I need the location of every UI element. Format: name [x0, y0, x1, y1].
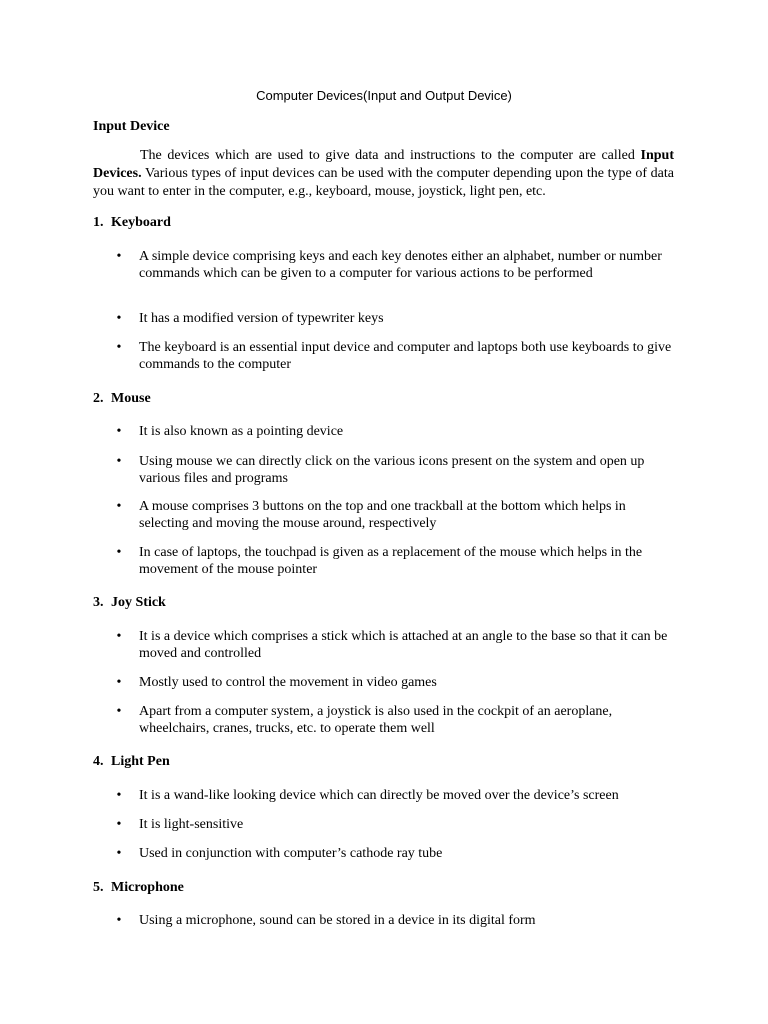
item-heading-joystick — [93, 594, 166, 612]
bullet-icon: • — [116, 846, 122, 861]
list-item — [114, 453, 674, 487]
list-item — [114, 845, 674, 862]
list-item-text: Apart from a computer system, a joystick is also used in the cockpit of an aeroplane, wheelchairs, cranes, trucks, etc. to operate them well — [139, 704, 613, 736]
item-heading-microphone — [93, 879, 184, 897]
item-number: 1. — [93, 215, 104, 230]
list-item — [114, 423, 674, 440]
bullet-icon: • — [116, 311, 122, 326]
bullet-icon: • — [116, 545, 122, 560]
list-item — [114, 544, 674, 578]
bullet-icon: • — [116, 788, 122, 803]
list-item — [114, 703, 674, 737]
item-title: Joy Stick — [111, 595, 166, 610]
item-number: 3. — [93, 595, 104, 610]
list-item — [114, 674, 674, 691]
list-item-text: It is light-sensitive — [139, 817, 244, 832]
list-item-text: Mostly used to control the movement in video games — [139, 675, 437, 690]
list-item — [114, 310, 674, 327]
bullet-icon: • — [116, 424, 122, 439]
intro-text-part2: Various types of input devices can be used with the computer depending upon the type of data you want to enter in the computer, e.g., keyboard, mouse, joystick, light pen, etc. — [93, 166, 674, 199]
document-title: Computer Devices(Input and Output Device) — [256, 88, 512, 103]
list-item-text: A simple device comprising keys and each key denotes either an alphabet, number or number commands which can be given to a computer for various actions to be performed — [139, 249, 662, 281]
item-heading-light-pen — [93, 753, 170, 771]
list-item-text: Using a microphone, sound can be stored in a device in its digital form — [139, 913, 536, 928]
list-item — [114, 498, 674, 532]
item-title: Light Pen — [111, 754, 170, 769]
bullet-icon: • — [116, 629, 122, 644]
list-item-text: Using mouse we can directly click on the various icons present on the system and open up various files and programs — [139, 454, 645, 486]
list-item — [114, 248, 674, 282]
list-item — [114, 816, 674, 833]
bullet-icon: • — [116, 704, 122, 719]
bullet-icon: • — [116, 454, 122, 469]
list-item — [114, 787, 674, 804]
list-item-text: It is a wand-like looking device which can directly be moved over the device’s screen — [139, 788, 619, 803]
item-heading-keyboard — [93, 214, 171, 232]
item-number: 4. — [93, 754, 104, 769]
bullet-icon: • — [116, 340, 122, 355]
list-item — [114, 628, 674, 662]
list-item — [114, 339, 674, 373]
list-item-text: A mouse comprises 3 buttons on the top and one trackball at the bottom which helps in selecting and moving the mouse around, respectively — [139, 499, 626, 531]
bullet-icon: • — [116, 913, 122, 928]
bullet-icon: • — [116, 817, 122, 832]
bullet-icon: • — [116, 249, 122, 264]
list-item-text: It has a modified version of typewriter keys — [139, 311, 384, 326]
list-item-text: It is a device which comprises a stick which is attached at an angle to the base so that it can be moved and controlled — [139, 629, 668, 661]
item-title: Keyboard — [111, 215, 171, 230]
intro-bold-term: Input Devices. — [93, 148, 674, 181]
item-title: Microphone — [111, 880, 184, 895]
bullet-icon: • — [116, 499, 122, 514]
item-number: 5. — [93, 880, 104, 895]
item-number: 2. — [93, 391, 104, 406]
list-item-text: In case of laptops, the touchpad is given as a replacement of the mouse which helps in the movement of the mouse pointer — [139, 545, 643, 577]
item-heading-mouse — [93, 390, 151, 408]
bullet-icon: • — [116, 675, 122, 690]
section-heading-input-device: Input Device — [93, 119, 170, 134]
item-title: Mouse — [111, 391, 151, 406]
list-item — [114, 912, 674, 929]
list-item-text: Used in conjunction with computer’s cathode ray tube — [139, 846, 443, 861]
list-item-text: The keyboard is an essential input device and computer and laptops both use keyboards to give commands to the computer — [139, 340, 672, 372]
intro-text-part1: The devices which are used to give data and instructions to the computer are called — [140, 148, 641, 163]
list-item-text: It is also known as a pointing device — [139, 424, 344, 439]
intro-paragraph — [93, 147, 674, 201]
